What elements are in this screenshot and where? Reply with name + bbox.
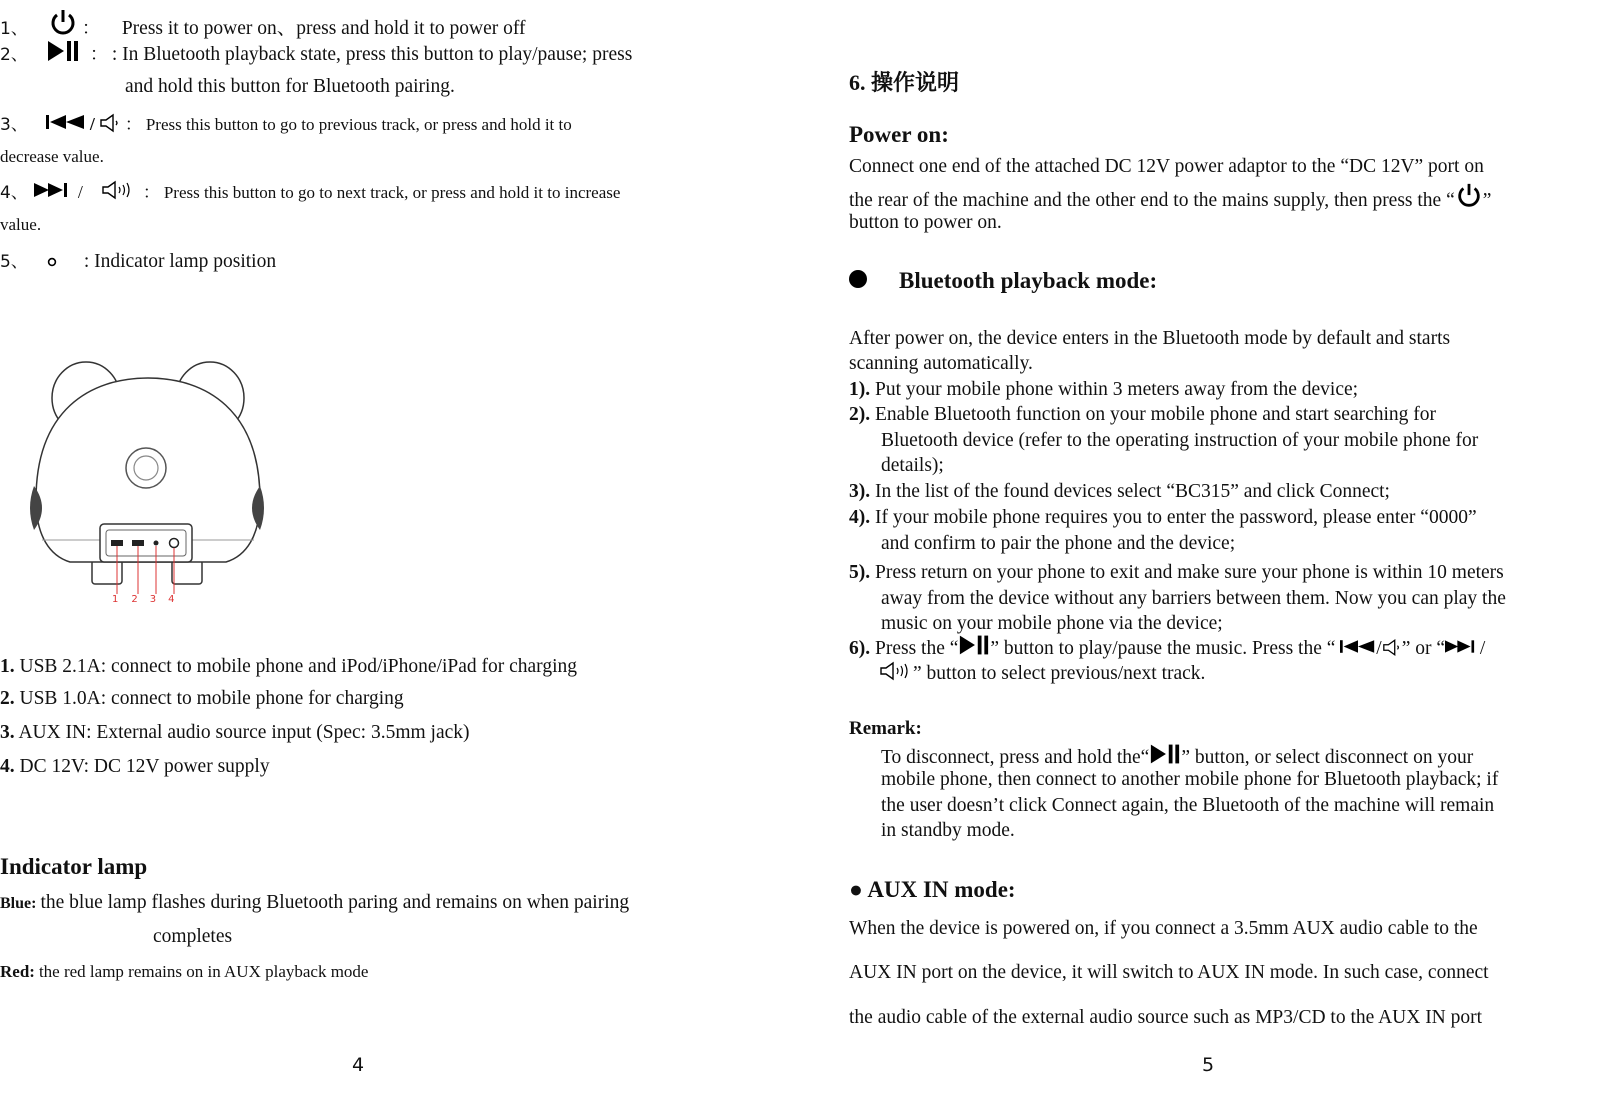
dc-12v-port bbox=[170, 539, 179, 548]
volume-up-icon bbox=[101, 179, 135, 201]
figure-port-labels: 1 2 3 4 bbox=[112, 594, 175, 605]
bluetooth-heading-row bbox=[849, 268, 1157, 294]
next-track-description-cont: value. bbox=[0, 215, 42, 234]
bt-step-2-cont-1: Bluetooth device (refer to the operating instruction of your mobile phone for bbox=[881, 430, 1479, 451]
power-button-description: Press it to power on、press and hold it to power off bbox=[121, 18, 526, 39]
usb-1-0a-port bbox=[132, 540, 144, 546]
bt-step-5-cont-2: music on your mobile phone via the device; bbox=[881, 613, 1223, 634]
item-number: 4、 bbox=[0, 183, 28, 203]
volume-up-icon bbox=[879, 660, 913, 682]
item-number: 2、 bbox=[0, 45, 28, 65]
power-on-text-3: button to power on. bbox=[849, 212, 1002, 233]
bt-step-1: 1). Put your mobile phone within 3 meters away from the device; bbox=[849, 379, 1359, 400]
next-track-description: Press this button to go to next track, or press and hold it to increase bbox=[163, 183, 621, 202]
section-title: 6. 操作说明 bbox=[849, 70, 960, 95]
play-pause-button-item: 2、 ： : In Bluetooth playback state, press this button to play/pause; press bbox=[0, 40, 632, 66]
remark-line-2: mobile phone, then connect to another mobile phone for Bluetooth playback; if bbox=[881, 769, 1499, 790]
previous-track-description-cont: decrease value. bbox=[0, 147, 104, 166]
bt-step-2: 2). Enable Bluetooth function on your mobile phone and start searching for bbox=[849, 404, 1437, 425]
bt-intro-2: scanning automatically. bbox=[849, 353, 1033, 374]
play-pause-icon bbox=[958, 634, 990, 656]
bt-step-6: 6). Press the “ ” button to play/pause the music. Press the “ / ” or “ / bbox=[849, 634, 1485, 660]
page-number: 4 bbox=[352, 1054, 365, 1076]
power-button-item: 1、 ： Press it to power on、press and hold it to power off bbox=[0, 8, 526, 38]
aux-heading: ● AUX IN mode: bbox=[849, 877, 1016, 902]
play-pause-description: : In Bluetooth playback state, press this button to play/pause; press bbox=[111, 44, 633, 65]
bt-step-4-cont: and confirm to pair the phone and the device; bbox=[881, 533, 1236, 554]
previous-track-icon bbox=[1340, 639, 1376, 654]
indicator-blue-cont: completes bbox=[153, 926, 233, 947]
port-dc-12v: 4. DC 12V: DC 12V power supply bbox=[0, 756, 270, 777]
indicator-red: Red: the red lamp remains on in AUX playback mode bbox=[0, 962, 369, 981]
aux-in-port bbox=[154, 541, 159, 546]
play-pause-description-cont: and hold this button for Bluetooth pairing. bbox=[125, 76, 455, 97]
remark-heading: Remark: bbox=[849, 718, 922, 739]
port-usb-2-1a: 1. USB 2.1A: connect to mobile phone and iPod/iPhone/iPad for charging bbox=[0, 656, 577, 677]
port-usb-1-0a: 2. USB 1.0A: connect to mobile phone for charging bbox=[0, 688, 404, 709]
speaker-rear-illustration bbox=[20, 350, 280, 630]
volume-down-icon bbox=[1382, 638, 1402, 657]
bt-step-6-cont: ” button to select previous/next track. bbox=[879, 660, 1205, 685]
volume-down-icon bbox=[99, 113, 121, 133]
port-aux-in: 3. AUX IN: External audio source input (Spec: 3.5mm jack) bbox=[0, 722, 470, 743]
aux-line-1: When the device is powered on, if you connect a 3.5mm AUX audio cable to the bbox=[849, 918, 1478, 939]
remark-line-3: the user doesn’t click Connect again, the Bluetooth of the machine will remain bbox=[881, 795, 1495, 816]
item-number: 3、 bbox=[0, 115, 28, 135]
previous-track-icon bbox=[46, 114, 86, 130]
remark-line-1: To disconnect, press and hold the“ ” button, or select disconnect on your bbox=[881, 743, 1473, 769]
remark-line-4: in standby mode. bbox=[881, 820, 1015, 841]
aux-line-3: the audio cable of the external audio source such as MP3/CD to the AUX IN port bbox=[849, 1007, 1483, 1028]
bluetooth-heading: Bluetooth playback mode: bbox=[899, 268, 1158, 293]
next-track-item: 4、 / ： Press this button to go to next track, or press and hold it to increase bbox=[0, 178, 620, 203]
item-number: 1、 bbox=[0, 19, 28, 39]
indicator-lamp-description: : Indicator lamp position bbox=[83, 251, 277, 272]
page-number: 5 bbox=[1202, 1054, 1215, 1076]
bt-step-2-cont-2: details); bbox=[881, 455, 944, 476]
item-number: 5、 bbox=[0, 252, 28, 272]
bt-step-4: 4). If your mobile phone requires you to enter the password, please enter “0000” bbox=[849, 507, 1477, 528]
power-icon bbox=[1455, 182, 1483, 210]
play-pause-icon bbox=[46, 40, 80, 62]
bt-intro-1: After power on, the device enters in the Bluetooth mode by default and starts bbox=[849, 328, 1451, 349]
power-icon bbox=[48, 8, 78, 38]
bt-step-3: 3). In the list of the found devices select “BC315” and click Connect; bbox=[849, 481, 1390, 502]
indicator-lamp-item bbox=[0, 247, 276, 273]
power-on-heading: Power on: bbox=[849, 122, 949, 147]
bt-step-5: 5). Press return on your phone to exit and make sure your phone is within 10 meters bbox=[849, 562, 1504, 583]
indicator-blue: Blue: the blue lamp flashes during Bluetooth paring and remains on when pairing bbox=[0, 892, 630, 913]
bt-step-5-cont-1: away from the device without any barriers between them. Now you can play the bbox=[881, 588, 1506, 609]
power-on-text-1: Connect one end of the attached DC 12V power adaptor to the “DC 12V” port on bbox=[849, 156, 1484, 177]
usb-2-1a-port bbox=[111, 540, 123, 546]
previous-track-item: 3、 / ： Press this button to go to previous track, or press and hold it to bbox=[0, 114, 572, 135]
indicator-lamp-heading: Indicator lamp bbox=[0, 854, 148, 879]
next-track-icon bbox=[1445, 639, 1475, 654]
next-track-icon bbox=[34, 182, 68, 198]
aux-line-2: AUX IN port on the device, it will switch to AUX IN mode. In such case, connect bbox=[849, 962, 1489, 983]
indicator-lamp-icon bbox=[46, 256, 58, 268]
play-pause-icon bbox=[1149, 743, 1181, 765]
power-on-text-2: the rear of the machine and the other end to the mains supply, then press the “ ” bbox=[849, 182, 1491, 212]
previous-track-description: Press this button to go to previous track, or press and hold it to bbox=[145, 115, 572, 134]
bullet-icon bbox=[849, 270, 867, 288]
